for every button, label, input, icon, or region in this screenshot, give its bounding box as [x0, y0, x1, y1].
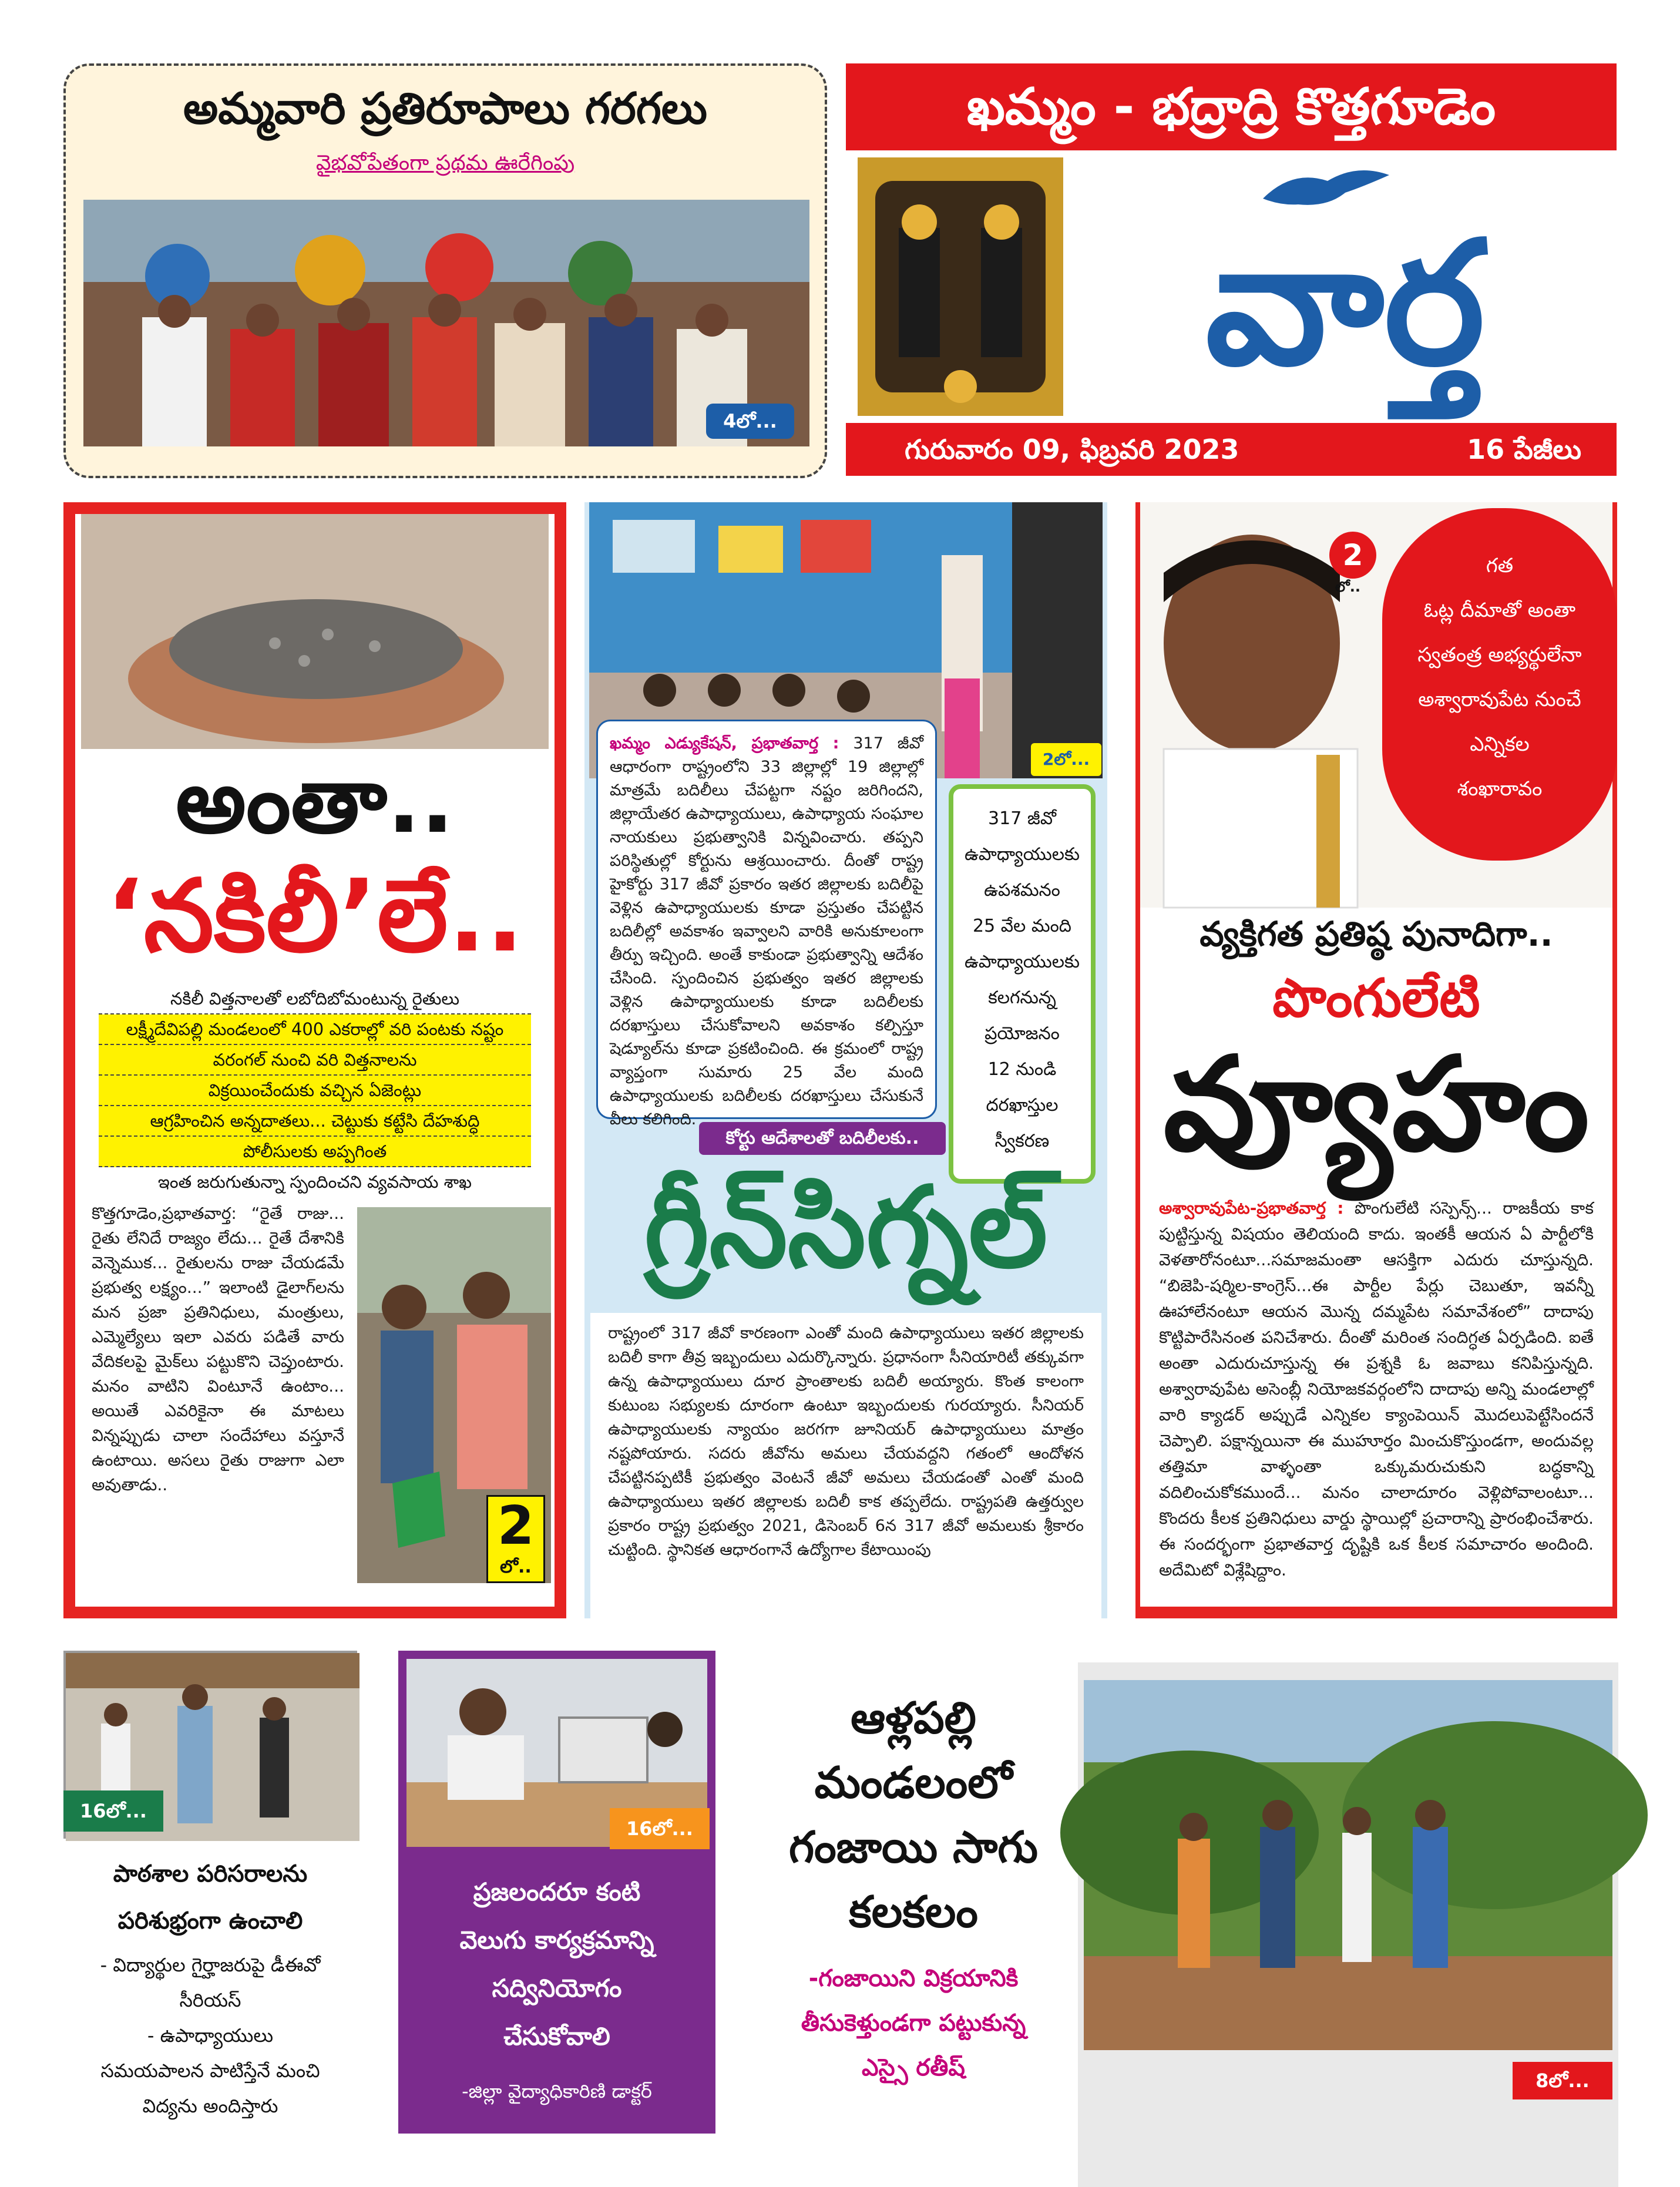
eye-headline-line: సద్వినియోగం [492, 1974, 622, 2003]
eye-credit: -జిల్లా వైద్యాధికారిణి డాక్టర్ [462, 2080, 652, 2102]
ganja-page-ref[interactable]: 8లో... [1513, 2062, 1612, 2099]
circle-line: శంఖారావం [1457, 777, 1543, 801]
masthead [846, 63, 1617, 476]
ponguleti-page-ref[interactable]: 2 [1329, 532, 1376, 579]
top-teaser-box[interactable] [63, 63, 827, 478]
ponguleti-kicker: వ్యక్తిగత ప్రతిష్ఠ పునాదిగా.. [1199, 914, 1553, 954]
masthead-region: ఖమ్మం - భద్రాద్రి కొత్తగూడెం [846, 63, 1617, 150]
school-sub-line: విద్యను అందిస్తారు [142, 2095, 278, 2117]
teachers-page-ref[interactable]: 2లో... [1031, 743, 1101, 776]
paper-name-logo: వార్త [1205, 205, 1485, 403]
teachers-lead-dateline: ఖమ్మం ఎడ్యుకేషన్, ప్రభాతవార్త : [610, 734, 839, 752]
seeds-bullet: నకిలీ విత్తనాలతో లబోదిబోమంటున్న రైతులు [99, 984, 531, 1014]
teachers-sidebar-line: ఉపాధ్యాయులకు [964, 952, 1080, 972]
ponguleti-body-box [1159, 1195, 1594, 1595]
page-count: 16 పేజీలు [1467, 434, 1581, 465]
seeds-bullet: పోలీసులకు అప్పగింత [99, 1137, 531, 1167]
school-cleanliness-story[interactable] [63, 1651, 357, 2138]
teachers-body-box [590, 1313, 1101, 1618]
eye-headline-line: వెలుగు కార్యక్రమాన్ని [459, 1926, 654, 1954]
procession-photo [83, 200, 809, 446]
teachers-sidebar-line: 25 వేల మంది [973, 916, 1071, 936]
ponguleti-body: పొంగులేటి సస్పెన్స్... రాజకీయ కాక పుట్టిస్తున్న విషయం తెలియంది కాదు. ఇంతకీ ఆయన ఏ పార్టీలోకి వెళతారోనంటూ...సమాజమంతా ఆసక్తిగా ఎదురు చూస్తున్నది. “బిజెపి-షర్మిల-కాంగ్రెస్...ఈ పార్టీల పేర్లు చెబుతూ, ఇవన్నీ ఊహాలేనంటూ ఆయన మొన్న దమ్మపేట సమావేశంలో” దాదాపు కొట్టిపారేసినంత పనిచేశారు. దీంతో మరింత సందిగ్ధత ఏర్పడింది. ఐతే అంతా ఎదురుచూస్తున్న ఈ ప్రశ్నకి ఓ జవాబు కనిపిస్తున్నది. అశ్వారావుపేట అసెంబ్లీ నియోజకవర్గంలోని దాదాపు అన్ని మండలాల్లో వారి క్యాడర్ అప్పుడే ఎన్నికల క్యాంపెయిన్ మొదలుపెట్టేసిందనే చెప్పాలి. పక్షాన్నయినా ఈ ముహూర్తం మించుకొస్తుండగా, అందువల్ల తత్తిమా వాళ్ళంతా ఒక్కుమరుచుకుని బద్ధకాన్ని వదిలించుకోకముందే... మనం చాలాదూరం వెళ్లిపోవాలంటూ... కొందరు కీలక ప్రతినిధులు వార్డు స్థాయిల్లో ప్రచారాన్ని ప్రారంభించేశారు. ఈ సందర్భంగా ప్రభాతవార్త దృష్టికి ఒక కీలక సమాచారం అందింది. అదేమిటో విశ్లేషిద్దాం. [1159, 1198, 1594, 1580]
seeds-bullet: ఆగ్రహించిన అన్నదాతలు... చెట్టుకు కట్టేసి దేహశుద్ధి [99, 1106, 531, 1137]
teachers-body-text: రాష్ట్రంలో 317 జీవో కారణంగా ఎంతో మంది ఉపాధ్యాయులు ఇతర జిల్లాలకు బదిలీ కాగా తీవ్ర ఇబ్బందులు ఎదుర్కొన్నారు. ప్రధానంగా సీనియారిటీ తక్కువగా ఉన్న ఉపాధ్యాయులు దూర ప్రాంతాలకు బదిలీ అయ్యారు. కొంత కాలంగా కుటుంబ సభ్యులకు దూరంగా ఉంటూ ఇబ్బందులకు గురయ్యారు. సీనియర్ ఉపాధ్యాయులకు న్యాయం జరగగా జూనియర్ ఉపాధ్యాయులు మాత్రం నష్టపోయారు. సదరు జీవోను అమలు చేయవద్దని గతంలో ఆందోళన చేపట్టినప్పటికీ ప్రభుత్వం వెంటనే జీవో అమలు చేయడంతో ఎంతో మంది ఉపాధ్యాయులు ఇతర జిల్లాలకు బదిలీ కాక తప్పలేదు. రాష్ట్రపతి ఉత్తర్వుల ప్రకారం రాష్ట్ర ప్రభుత్వం 2021, డిసెంబర్ 6న 317 జీవో అమలుకు శ్రీకారం చుట్టింది. స్థానికత ఆధారంగానే ఉద్యోగాల కేటాయింపు [608, 1324, 1084, 1559]
circle-line: అశ్వారావుపేట నుంచే [1418, 688, 1581, 711]
eye-camp-story[interactable] [398, 1651, 715, 2134]
seeds-hands-photo [81, 514, 549, 749]
school-headline-line: పాఠశాల పరిసరాలను [113, 1860, 308, 1887]
seeds-page-ref-suffix: లో.. [500, 1557, 532, 1577]
teachers-sidebar-line: 12 నుండి [987, 1059, 1057, 1080]
teachers-lead-text [610, 732, 923, 1131]
temple-deity-image [858, 157, 1063, 416]
seeds-headline-line1: అంతా.. [176, 751, 454, 853]
ponguleti-story[interactable] [1135, 502, 1617, 1618]
eye-page-ref[interactable]: 16లో... [610, 1808, 710, 1849]
school-sub-line: - విద్యార్థుల గైర్హాజరుపై డీఈవో [100, 1954, 321, 1976]
teachers-sidebar-line: దరఖాస్తుల [986, 1095, 1059, 1116]
seeds-body-text: కొత్తగూడెం,ప్రభాతవార్త: “రైతే రాజు... రైతు లేనిదే రాజ్యం లేదు... రైతే దేశానికి వెన్నెముక... రైతులను రాజు చేయడమే ప్రభుత్వ లక్ష్యం...” ఇలాంటి డైలాగ్‌లను మన ప్రజా ప్రతినిధులు, మంత్రులు, ఎమ్మెల్యేలు ఇలా ఎవరు పడితే వారు వేదికలపై మైక్‌లు పట్టుకొని చెప్తుంటారు. మనం వాటిని వింటూనే ఉంటాం... అయితే ఎవరికైనా ఈ మాటలు విన్నప్పుడు చాలా సందేహాలు వస్తూనే ఉంటాయి. అసలు రైతు రాజుగా ఎలా అవుతాడు.. [92, 1204, 344, 1494]
eye-headline-line: ప్రజలందరూ కంటి [473, 1877, 641, 1906]
ganja-headline-line: గంజాయి సాగు [788, 1822, 1039, 1873]
ponguleti-highlight-circle [1382, 508, 1617, 861]
issue-date: గురువారం 09, ఫిబ్రవరి 2023 [905, 434, 1239, 465]
ponguleti-name: పొంగులేటి [1272, 967, 1480, 1029]
ganja-story[interactable] [749, 1662, 1618, 2187]
teaser-subheadline: వైభవోపేతంగా ప్రథమ ఊరేగింపు [315, 151, 575, 175]
teachers-sidebar-line: స్వీకరణ [994, 1131, 1050, 1151]
eye-headline-line: చేసుకోవాలి [503, 2022, 610, 2051]
school-sub-line: సీరియస్ [179, 1989, 241, 2011]
teachers-sidebar-box [949, 784, 1096, 1184]
fake-seeds-story[interactable] [63, 502, 566, 1618]
ponguleti-page-ref-suffix: లో.. [1335, 579, 1360, 595]
circle-line: ఓట్ల దీమాతో అంతా [1423, 599, 1576, 622]
school-sub-line: - ఉపాధ్యాయులు [147, 2024, 274, 2047]
teachers-sidebar-line: ప్రయోజనం [985, 1023, 1060, 1044]
seeds-headline-line2: ‘నకిలీ’లే.. [106, 858, 524, 975]
teaser-page-ref[interactable]: 4లో... [706, 404, 794, 439]
teaser-headline: అమ్మవారి ప్రతిరూపాలు గరగలు [183, 83, 707, 134]
ganja-sub-line: తీసుకెళ్తుండగా పట్టుకున్న [801, 2010, 1026, 2037]
ganja-headline-line: ఆళ్లపల్లి [851, 1693, 976, 1743]
seeds-bullet: లక్ష్మీదేవిపల్లి మండలంలో 400 ఎకరాల్లో వరి పంటకు నష్టం [99, 1014, 531, 1045]
teachers-transfer-story[interactable] [584, 502, 1107, 1618]
teachers-sidebar-line: ఉపాధ్యాయులకు [964, 844, 1080, 865]
circle-line: ఎన్నికల [1470, 733, 1530, 756]
ganja-sub-line: ఎస్సై రతీష్ [862, 2054, 965, 2081]
teachers-sidebar-line: 317 జీవో [988, 808, 1056, 829]
teachers-kicker: కోర్టు ఆదేశాలతో బదిలీలకు.. [699, 1122, 946, 1155]
seeds-page-ref[interactable] [486, 1495, 545, 1583]
ganja-headline-line: కలకలం [849, 1887, 978, 1937]
school-headline-line: పరిశుభ్రంగా ఉంచాలి [117, 1907, 303, 1934]
ponguleti-body-text [1159, 1195, 1594, 1583]
teachers-lead-body: 317 జీవో ఆధారంగా రాష్ట్రంలోని 33 జిల్లాల్లో 19 జిల్లాల్లో మాత్రమే బదిలీలు చేపట్టగా నష్టం జరిగిందని, జిల్లాయేతర ఉపాధ్యాయులు, ఉపాధ్యాయ సంఘాల నాయకులు ప్రభుత్వానికి విన్నవించారు. తప్పని పరిస్థితుల్లో కోర్టును ఆశ్రయించారు. దీంతో రాష్ట్ర హైకోర్టు 317 జీవో ప్రకారం ఇతర జిల్లాలకు బదిలీపై వెళ్లిన ఉపాధ్యాయులకు కూడా ప్రస్తుతం చేపట్టిన బదిలీల్లో అవకాశం ఇవ్వాలని వారికి అనుకూలంగా తీర్పు ఇచ్చింది. అంతే కాకుండా ప్రభుత్వాన్ని ఆదేశం చేసింది. స్పందించిన ప్రభుత్వం ఇతర జిల్లాలకు వెళ్లిన ఉపాధ్యాయులకు కూడా బదిలీలకు దరఖాస్తులు చేసుకోవాలని అవకాశం కల్పిస్తూ షెడ్యూల్‌ను కూడా ప్రకటించింది. ఈ క్రమంలో రాష్ట్ర వ్యాప్తంగా సుమారు 25 వేల మంది ఉపాధ్యాయులకు బదిలీలకు దరఖాస్తులు చేసుకునే వీలు కలిగింది. [610, 734, 923, 1128]
teachers-sidebar-line: ఉపశమనం [984, 880, 1060, 901]
seeds-bullet-list [99, 984, 531, 1197]
school-page-ref[interactable]: 16లో... [63, 1790, 163, 1832]
masthead-date-bar [846, 423, 1617, 476]
ganja-headline-line: మండలంలో [814, 1758, 1013, 1808]
ponguleti-headline: వ్యూహం [1163, 1029, 1590, 1180]
seeds-bullet: విక్రయించేందుకు వచ్చిన ఏజెంట్లు [99, 1076, 531, 1106]
ganja-field-photo [1084, 1680, 1612, 2050]
teachers-headline: గ్రీన్‌సిగ్నల్ [644, 1163, 1048, 1292]
circle-line: స్వతంత్ర అభ్యర్థులేనా [1417, 643, 1582, 667]
teachers-lead-box [596, 720, 937, 1128]
ponguleti-dateline: అశ్వారావుపేట-ప్రభాతవార్త : [1159, 1198, 1344, 1218]
school-sub-line: సమయపాలన పాటిస్తేనే మంచి [100, 2060, 320, 2082]
teachers-sidebar-line: కలగనున్న [988, 987, 1056, 1008]
seeds-bullet: ఇంత జరుగుతున్నా స్పందించని వ్యవసాయ శాఖ [99, 1167, 531, 1197]
ganja-sub-line: -గంజాయిని విక్రయానికి [808, 1965, 1019, 1992]
circle-line: గత [1486, 554, 1514, 577]
seeds-bullet: వరంగల్ నుంచి వరి విత్తనాలను [99, 1045, 531, 1076]
seeds-page-ref-number: 2 [497, 1495, 535, 1557]
